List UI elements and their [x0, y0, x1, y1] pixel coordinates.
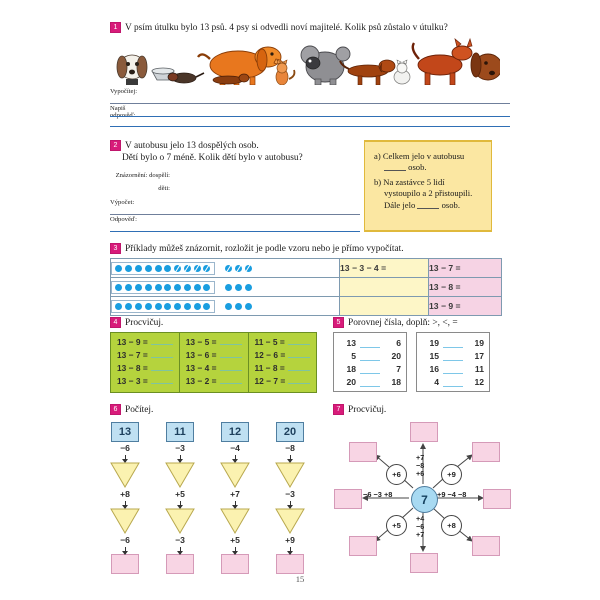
yellow-box-a-blank[interactable]	[384, 162, 406, 171]
dot-group-box	[111, 300, 215, 313]
chain-arrow-icon	[290, 455, 291, 462]
star-box-top-left[interactable]	[349, 442, 377, 462]
subtraction-problem[interactable]: 13 − 8 =	[117, 362, 173, 375]
dot	[225, 284, 232, 291]
dot	[155, 303, 162, 310]
dot	[194, 284, 201, 291]
exercise-2	[110, 140, 360, 232]
dot-crossed	[184, 265, 191, 272]
compare-row	[422, 349, 484, 362]
exercise-4-badge: 4	[110, 317, 121, 328]
compare-row	[339, 362, 401, 375]
exercise-6-badge: 6	[110, 404, 121, 415]
subtraction-problem[interactable]: 12 − 6 =	[255, 349, 311, 362]
subtraction-problem[interactable]: 13 − 4 =	[186, 362, 242, 375]
star-center-value: 7	[411, 486, 438, 513]
compare-left-number: 5	[351, 350, 356, 361]
exercise-3-table	[110, 258, 502, 316]
exercise-2-repr-label: Znázornění: dospělí:	[115, 171, 170, 179]
chain-result-box[interactable]	[166, 554, 194, 574]
exercise-2-question-line-2-wrap	[110, 152, 360, 164]
dot	[203, 284, 210, 291]
dot-crossed	[174, 265, 181, 272]
chain-operator-1: −8	[285, 443, 295, 454]
decompose-equation-cell[interactable]	[340, 297, 429, 316]
dot-crossed	[245, 265, 252, 272]
exercise-3-badge: 3	[110, 243, 121, 254]
dot	[164, 284, 171, 291]
result-equation-cell[interactable]: 13 − 9 =	[429, 297, 502, 316]
yellow-box-b-line-2: vystoupilo a 2 přistoupili.	[384, 188, 473, 199]
compare-row	[339, 375, 401, 388]
subtraction-problem[interactable]: 13 − 9 =	[117, 336, 173, 349]
chain-arrow-icon	[125, 455, 126, 462]
compare-operator-slot[interactable]	[443, 376, 463, 387]
chain-result-triangle[interactable]	[275, 508, 305, 534]
chain-result-box[interactable]	[221, 554, 249, 574]
dogs-illustration-svg	[110, 37, 500, 85]
yellow-box-a-line-1: a) Celkem jelo v autobusu	[374, 151, 465, 161]
dot	[145, 265, 152, 272]
chain-arrow-icon	[180, 547, 181, 554]
dot	[235, 284, 242, 291]
answer-blank[interactable]	[151, 349, 173, 358]
star-circle-lower-right: +8	[441, 515, 462, 536]
chain-operator-2: +8	[120, 489, 130, 500]
compare-right-number: 12	[474, 376, 484, 387]
dot	[194, 303, 201, 310]
yellow-box-b-blank[interactable]	[417, 200, 439, 209]
chain-start-value: 11	[166, 422, 194, 442]
compare-left-number: 16	[429, 363, 439, 374]
exercise-2-question-line-1: V autobusu jelo 13 dospělých osob.	[125, 141, 259, 151]
answer-blank[interactable]	[151, 336, 173, 345]
dot-pattern-cell	[111, 297, 340, 316]
exercise-7-title	[333, 404, 513, 416]
exercise-2-answer-rule	[110, 231, 360, 232]
page-number: 15	[295, 574, 305, 584]
compare-box-1	[333, 332, 407, 392]
compare-right-number: 7	[396, 363, 401, 374]
chain-operator-3: +9	[285, 535, 295, 546]
star-label-bottom-2: −6	[416, 522, 425, 531]
compare-operator-slot[interactable]	[443, 363, 463, 374]
chain-result-box[interactable]	[276, 554, 304, 574]
dot	[164, 303, 171, 310]
exercise-2-question-line-2: Dětí bylo o 7 méně. Kolik dětí bylo v autobusu?	[122, 153, 303, 164]
calculation-chain-2	[165, 422, 195, 574]
calculation-chain-3	[220, 422, 250, 574]
compare-row	[339, 349, 401, 362]
dot	[225, 303, 232, 310]
star-label-top-2: −8	[416, 461, 425, 470]
answer-blank[interactable]	[288, 336, 310, 345]
chain-arrow-icon	[235, 547, 236, 554]
compare-row	[422, 336, 484, 349]
dot	[203, 303, 210, 310]
exercise-1-badge: 1	[110, 22, 121, 33]
result-equation-cell[interactable]: 13 − 7 =	[429, 259, 502, 278]
exercise-1-question	[110, 22, 510, 34]
yellow-box-item-a	[374, 151, 483, 174]
subtraction-problem[interactable]: 13 − 6 =	[186, 349, 242, 362]
dot	[145, 303, 152, 310]
subtraction-problem[interactable]: 13 − 7 =	[117, 349, 173, 362]
chain-arrow-icon	[125, 501, 126, 508]
chain-result-triangle[interactable]	[110, 462, 140, 488]
answer-blank[interactable]	[220, 349, 242, 358]
exercise-4-title-text: Procvičuj.	[125, 318, 164, 328]
exercise-2-adults-row	[110, 170, 360, 181]
subtraction-problem[interactable]: 12 − 7 =	[255, 375, 311, 388]
subtraction-problem[interactable]: 13 − 5 =	[186, 336, 242, 349]
dot	[115, 265, 122, 272]
exercise-4	[110, 317, 317, 393]
answer-blank[interactable]	[151, 375, 173, 384]
compare-row	[422, 375, 484, 388]
compare-left-number: 18	[346, 363, 356, 374]
exercise-4-title	[110, 317, 317, 329]
exercise-2-answer-label: Odpověď:	[110, 215, 137, 223]
result-equation-cell[interactable]: 13 − 8 =	[429, 278, 502, 297]
chain-result-triangle[interactable]	[220, 508, 250, 534]
star-box-bottom-right[interactable]	[472, 536, 500, 556]
chain-result-triangle[interactable]	[110, 508, 140, 534]
subtraction-problem[interactable]: 13 − 3 =	[117, 375, 173, 388]
compare-operator-slot[interactable]	[443, 350, 463, 361]
compare-operator-slot[interactable]	[443, 337, 463, 348]
chain-arrow-icon	[180, 501, 181, 508]
chain-operator-2: −3	[285, 489, 295, 500]
chain-operator-2: +7	[230, 489, 240, 500]
star-box-top[interactable]	[410, 422, 438, 442]
exercise-3-question	[110, 243, 498, 255]
chain-result-triangle[interactable]	[165, 462, 195, 488]
compare-operator-slot[interactable]	[360, 363, 380, 374]
dot-group-box	[111, 262, 215, 275]
dot	[115, 303, 122, 310]
exercise-2-calc-label: Výpočet:	[110, 198, 135, 206]
exercise-2-badge: 2	[110, 140, 121, 151]
star-box-top-right[interactable]	[472, 442, 500, 462]
yellow-box-b-line-3	[374, 200, 483, 211]
chain-operator-1: −4	[230, 443, 240, 454]
compare-right-number: 17	[474, 350, 484, 361]
answer-blank[interactable]	[288, 375, 310, 384]
dot-crossed	[203, 265, 210, 272]
star-label-top-1: +7	[416, 453, 425, 463]
answer-blank[interactable]	[288, 362, 310, 371]
exercise-2-children-label: děti:	[158, 184, 170, 192]
dot	[155, 265, 162, 272]
compare-left-number: 19	[429, 337, 439, 348]
exercise-2-calc-line[interactable]	[110, 198, 360, 215]
exercise-5-title	[333, 317, 490, 329]
table-row	[111, 259, 502, 278]
answer-blank[interactable]	[151, 362, 173, 371]
yellow-box-item-b	[374, 177, 483, 211]
exercise-6-title	[110, 404, 305, 416]
dot	[184, 284, 191, 291]
exercise-1	[110, 22, 510, 123]
decompose-equation-cell[interactable]: 13 − 3 − 4 =	[340, 259, 429, 278]
yellow-box-b-unit: osob.	[441, 199, 460, 210]
chain-operator-1: −3	[175, 443, 185, 454]
calculation-chain-1	[110, 422, 140, 574]
exercise-7-title-text: Procvičuj.	[348, 405, 387, 415]
dot-group-box	[111, 281, 215, 294]
dot-pattern-cell	[111, 278, 340, 297]
answer-blank[interactable]	[220, 375, 242, 384]
chain-start-value: 13	[111, 422, 139, 442]
exercise-2-children-dots	[176, 179, 192, 197]
dot	[155, 284, 162, 291]
table-row	[111, 297, 502, 316]
compare-row	[339, 336, 401, 349]
chain-result-triangle[interactable]	[275, 462, 305, 488]
chain-operator-3: +5	[230, 535, 240, 546]
star-circle-lower-left: +5	[386, 515, 407, 536]
dot-crossed	[235, 265, 242, 272]
dot	[125, 284, 132, 291]
exercise-7-badge: 7	[333, 404, 344, 415]
dot	[145, 284, 152, 291]
compare-right-number: 18	[391, 376, 401, 387]
star-label-bottom	[416, 515, 424, 538]
subtraction-problem[interactable]: 11 − 8 =	[255, 362, 311, 375]
dot	[135, 265, 142, 272]
star-circle-upper-right: +9	[441, 464, 462, 485]
exercise-2-yellow-box	[364, 140, 492, 232]
dot-crossed	[225, 265, 232, 272]
exercise-2-answer-line[interactable]	[110, 215, 360, 232]
dot	[174, 284, 181, 291]
exercise-1-question-text: V psím útulku bylo 13 psů. 4 psy si odvedli noví majitelé. Kolik psů zůstalo v útulku?	[125, 23, 448, 33]
dot	[184, 303, 191, 310]
compare-right-number: 20	[391, 350, 401, 361]
chain-arrow-icon	[235, 501, 236, 508]
exercise-1-answer-label-1: Napiš	[110, 105, 126, 113]
subtraction-problem[interactable]: 13 − 2 =	[186, 375, 242, 388]
chain-operator-2: +5	[175, 489, 185, 500]
dot	[125, 265, 132, 272]
exercise-1-answer-line[interactable]	[110, 104, 510, 123]
compare-left-number: 20	[346, 376, 356, 387]
answer-blank[interactable]	[288, 349, 310, 358]
exercise-7	[333, 404, 513, 575]
chain-start-value: 20	[276, 422, 304, 442]
exercise-7-star-diagram	[333, 420, 513, 575]
exercise-5-badge: 5	[333, 317, 344, 328]
exercise-6-title-text: Počítej.	[125, 405, 154, 415]
dot	[164, 265, 171, 272]
exercise-4-green-grid	[110, 332, 317, 393]
dogs-illustration	[110, 37, 500, 85]
chain-result-triangle[interactable]	[220, 462, 250, 488]
dot	[115, 284, 122, 291]
compare-right-number: 11	[474, 363, 484, 374]
chain-operator-1: −6	[120, 443, 130, 454]
exercise-1-calc-line[interactable]	[110, 87, 510, 104]
compare-box-2	[416, 332, 490, 392]
chain-arrow-icon	[180, 455, 181, 462]
exercise-3	[110, 243, 498, 316]
answer-blank[interactable]	[220, 336, 242, 345]
chain-start-value: 12	[221, 422, 249, 442]
star-box-bottom-left[interactable]	[349, 536, 377, 556]
exercise-1-answer-rule-1	[110, 116, 510, 117]
green-column-3	[249, 333, 317, 392]
compare-operator-slot[interactable]	[360, 337, 380, 348]
compare-left-number: 15	[429, 350, 439, 361]
exercise-1-answer-rule-2	[110, 126, 510, 127]
compare-right-number: 19	[474, 337, 484, 348]
dot-crossed	[194, 265, 201, 272]
dot	[245, 284, 252, 291]
green-column-1	[111, 333, 180, 392]
chain-arrow-icon	[125, 547, 126, 554]
chain-arrow-icon	[235, 455, 236, 462]
star-box-left[interactable]	[334, 489, 362, 509]
dot	[135, 303, 142, 310]
compare-right-number: 6	[396, 337, 401, 348]
exercise-5-title-text: Porovnej čísla, doplň: >, <, =	[348, 318, 458, 328]
chain-operator-3: −6	[120, 535, 130, 546]
exercise-1-calc-label: Vypočítej:	[110, 88, 138, 96]
star-label-left: −6 −3 +8	[363, 490, 393, 500]
star-label-bottom-1: +4	[416, 514, 425, 524]
exercise-6-chains	[110, 422, 305, 574]
star-label-top	[416, 454, 424, 477]
green-column-2	[180, 333, 249, 392]
compare-left-number: 13	[346, 337, 356, 348]
star-circle-upper-left: +6	[386, 464, 407, 485]
star-label-right: +9 −4 −8	[437, 490, 467, 500]
subtraction-problem[interactable]: 11 − 5 =	[255, 336, 311, 349]
chain-arrow-icon	[290, 501, 291, 508]
yellow-box-a-line-2	[374, 162, 483, 173]
dot	[235, 303, 242, 310]
yellow-box-b-line-1: b) Na zastávce 5 lidí	[374, 176, 445, 187]
dot	[135, 284, 142, 291]
star-label-top-3: +6	[416, 468, 425, 478]
compare-operator-slot[interactable]	[360, 376, 380, 387]
decompose-equation-cell[interactable]	[340, 278, 429, 297]
star-label-bottom-3: +7	[416, 529, 425, 539]
chain-result-box[interactable]	[111, 554, 139, 574]
yellow-box-b-prefix: Dále jelo	[384, 199, 416, 210]
compare-row	[422, 362, 484, 375]
chain-arrow-icon	[290, 547, 291, 554]
dot	[245, 303, 252, 310]
dot	[174, 303, 181, 310]
exercise-2-children-row	[110, 183, 360, 194]
star-box-right[interactable]	[483, 489, 511, 509]
exercise-2-question	[110, 140, 360, 152]
chain-result-triangle[interactable]	[165, 508, 195, 534]
compare-operator-slot[interactable]	[360, 350, 380, 361]
yellow-box-a-unit: osob.	[408, 162, 427, 173]
compare-left-number: 4	[434, 376, 439, 387]
chain-operator-3: −3	[175, 535, 185, 546]
exercise-5	[333, 317, 490, 392]
dot	[125, 303, 132, 310]
exercise-6	[110, 404, 305, 574]
exercise-3-question-text: Příklady můžeš znázornit, rozložit je podle vzoru nebo je přímo vypočítat.	[125, 244, 404, 254]
star-box-bottom[interactable]	[410, 553, 438, 573]
table-row	[111, 278, 502, 297]
calculation-chain-4	[275, 422, 305, 574]
dot-pattern-cell	[111, 259, 340, 278]
answer-blank[interactable]	[220, 362, 242, 371]
exercise-5-compare-boxes	[333, 332, 490, 392]
